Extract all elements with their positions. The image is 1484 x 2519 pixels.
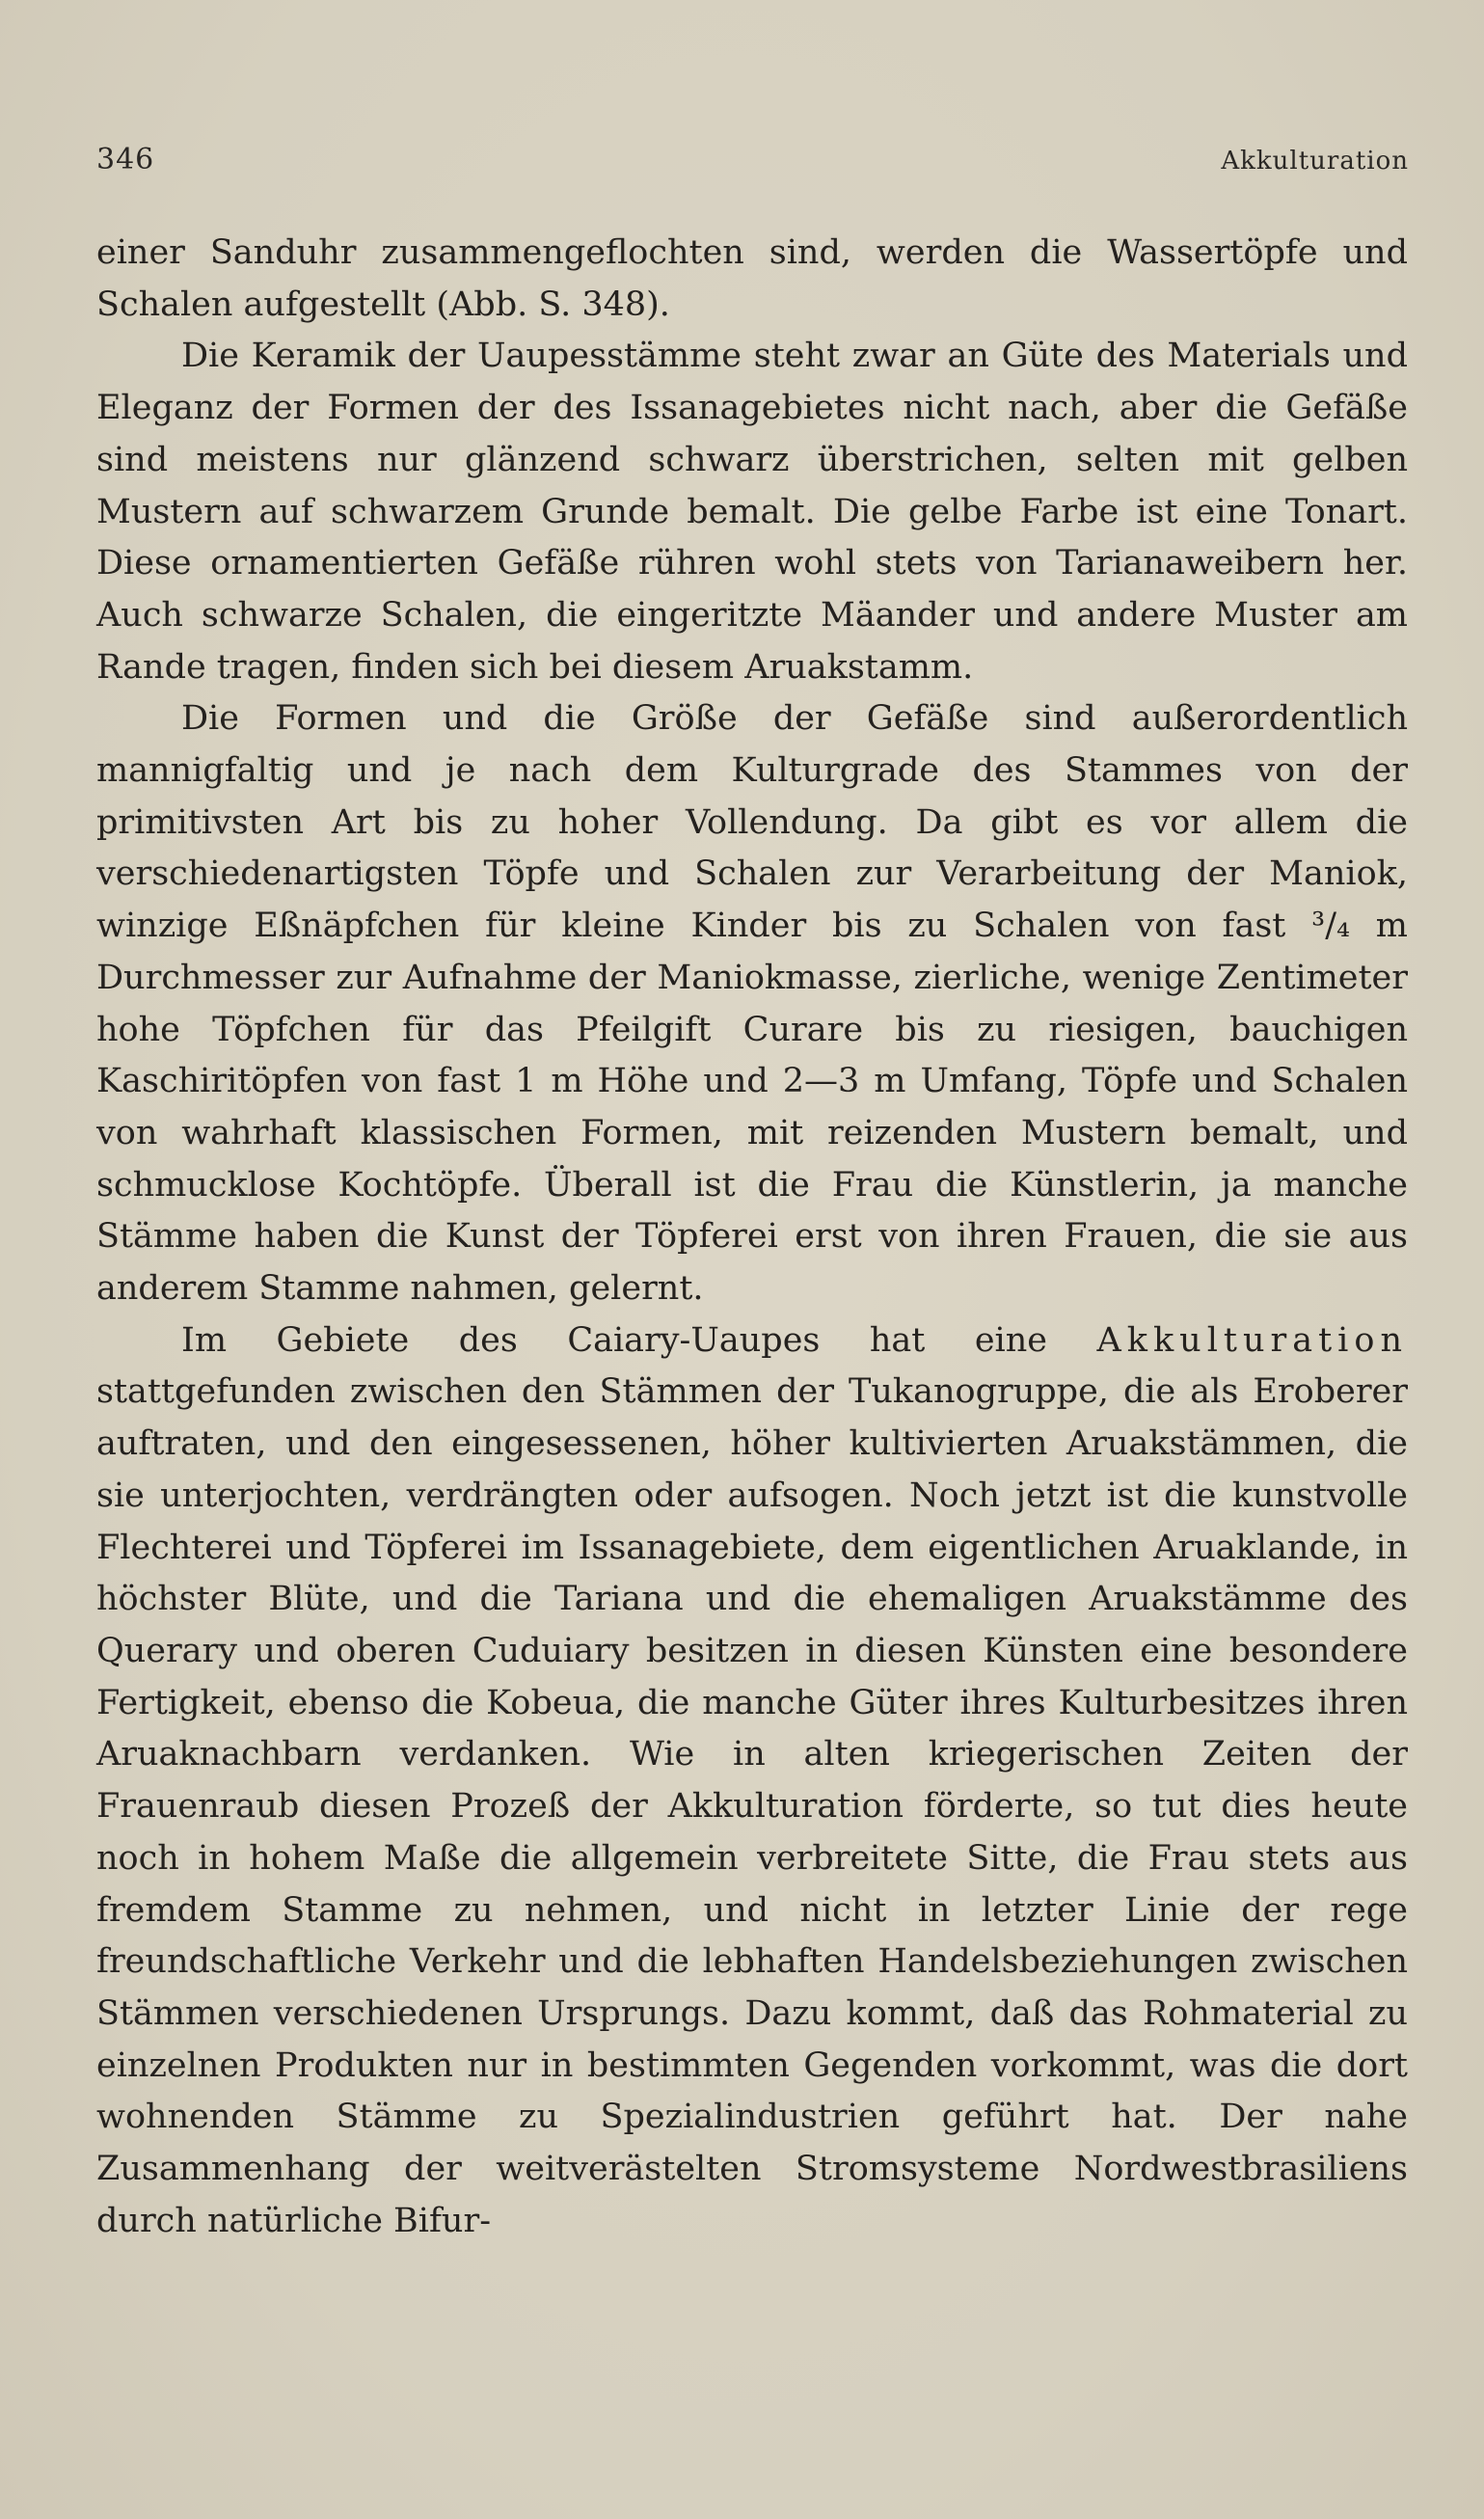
paragraph-3: Die Formen und die Größe der Gefäße sind außerordentlich mannigfaltig und je nach dem Kulturgrade des Stammes von der primitivsten Art bis zu hoher Vollendung. Da gibt es vor allem die verschiedenartigsten Töpfe und Schalen zur Verarbeitung der Maniok, winzige Eßnäpfchen für kleine Kinder bis zu Schalen von fast ³/₄ m Durchmesser zur Aufnahme der Maniokmasse, zierliche, wenige Zentimeter hohe Töpfchen für das Pfeilgift Curare bis zu riesigen, bauchigen Kaschiritöpfen von fast 1 m Höhe und 2—3 m Umfang, Töpfe und Schalen von wahrhaft klassischen Formen, mit reizenden Mustern bemalt, und schmucklose Kochtöpfe. Überall ist die Frau die Künstlerin, ja manche Stämme haben die Kunst der Töpferei erst von ihren Frauen, die sie aus anderem Stamme nahmen, gelernt. (96, 699, 1408, 1309)
emphasized-term: Akkulturation (1096, 1320, 1408, 1360)
paragraph-4-rest: stattgefunden zwischen den Stämmen der Tukanogruppe, die als Eroberer auftraten, und den eingesessenen, höher kultivierten Aruakstämmen, die sie unterjochten, verdrängten oder aufsogen. Noch jetzt ist die kunstvolle Flechterei und Töpferei im Issanagebiete, dem eigentlichen Aruaklande, in höchster Blüte, und die Tariana und die ehemaligen Aruakstämme des Querary und oberen Cuduiary besitzen in diesen Künsten eine besondere Fertigkeit, ebenso die Kobeua, die manche Güter ihres Kulturbesitzes ihren Aruaknachbarn verdanken. Wie in alten kriegerischen Zeiten der Frauenraub diesen Prozeß der Akkulturation förderte, so tut dies heute noch in hohem Maße die allgemein verbreitete Sitte, die Frau stets aus fremdem Stamme zu nehmen, und nicht in letzter Linie der rege freundschaftliche Verkehr und die lebhaften Handelsbeziehungen zwischen Stämmen verschiedenen Ursprungs. Dazu kommt, daß das Rohmaterial zu einzelnen Produkten nur in bestimmten Gegenden vorkommt, was die dort wohnenden Stämme zu Spezialindustrien geführt hat. Der nahe Zusammenhang der weitverästelten Stromsysteme Nordwestbrasiliens durch natürliche Bifur- (96, 1372, 1408, 2240)
body-text (96, 228, 1408, 2247)
paragraph-1: einer Sanduhr zusammengeflochten sind, werden die Wassertöpfe und Schalen aufgestellt (Abb. S. 348). (96, 233, 1408, 324)
paragraph-4-lead: Im Gebiete des Caiary-Uaupes hat eine (181, 1320, 1097, 1360)
running-head: Akkulturation (1221, 147, 1409, 176)
page-number: 346 (96, 143, 155, 176)
page-header (96, 143, 1409, 185)
paragraph-4 (96, 1315, 1408, 2248)
paragraph-2: Die Keramik der Uaupesstämme steht zwar an Güte des Materials und Eleganz der Formen der des Issanagebietes nicht nach, aber die Gefäße sind meistens nur glänzend schwarz überstrichen, selten mit gelben Mustern auf schwarzem Grunde bemalt. Die gelbe Farbe ist eine Tonart. Diese ornamentierten Gefäße rühren wohl stets von Tarianaweibern her. Auch schwarze Schalen, die eingeritzte Mäander und andere Muster am Rande tragen, finden sich bei diesem Aruakstamm. (96, 337, 1408, 687)
